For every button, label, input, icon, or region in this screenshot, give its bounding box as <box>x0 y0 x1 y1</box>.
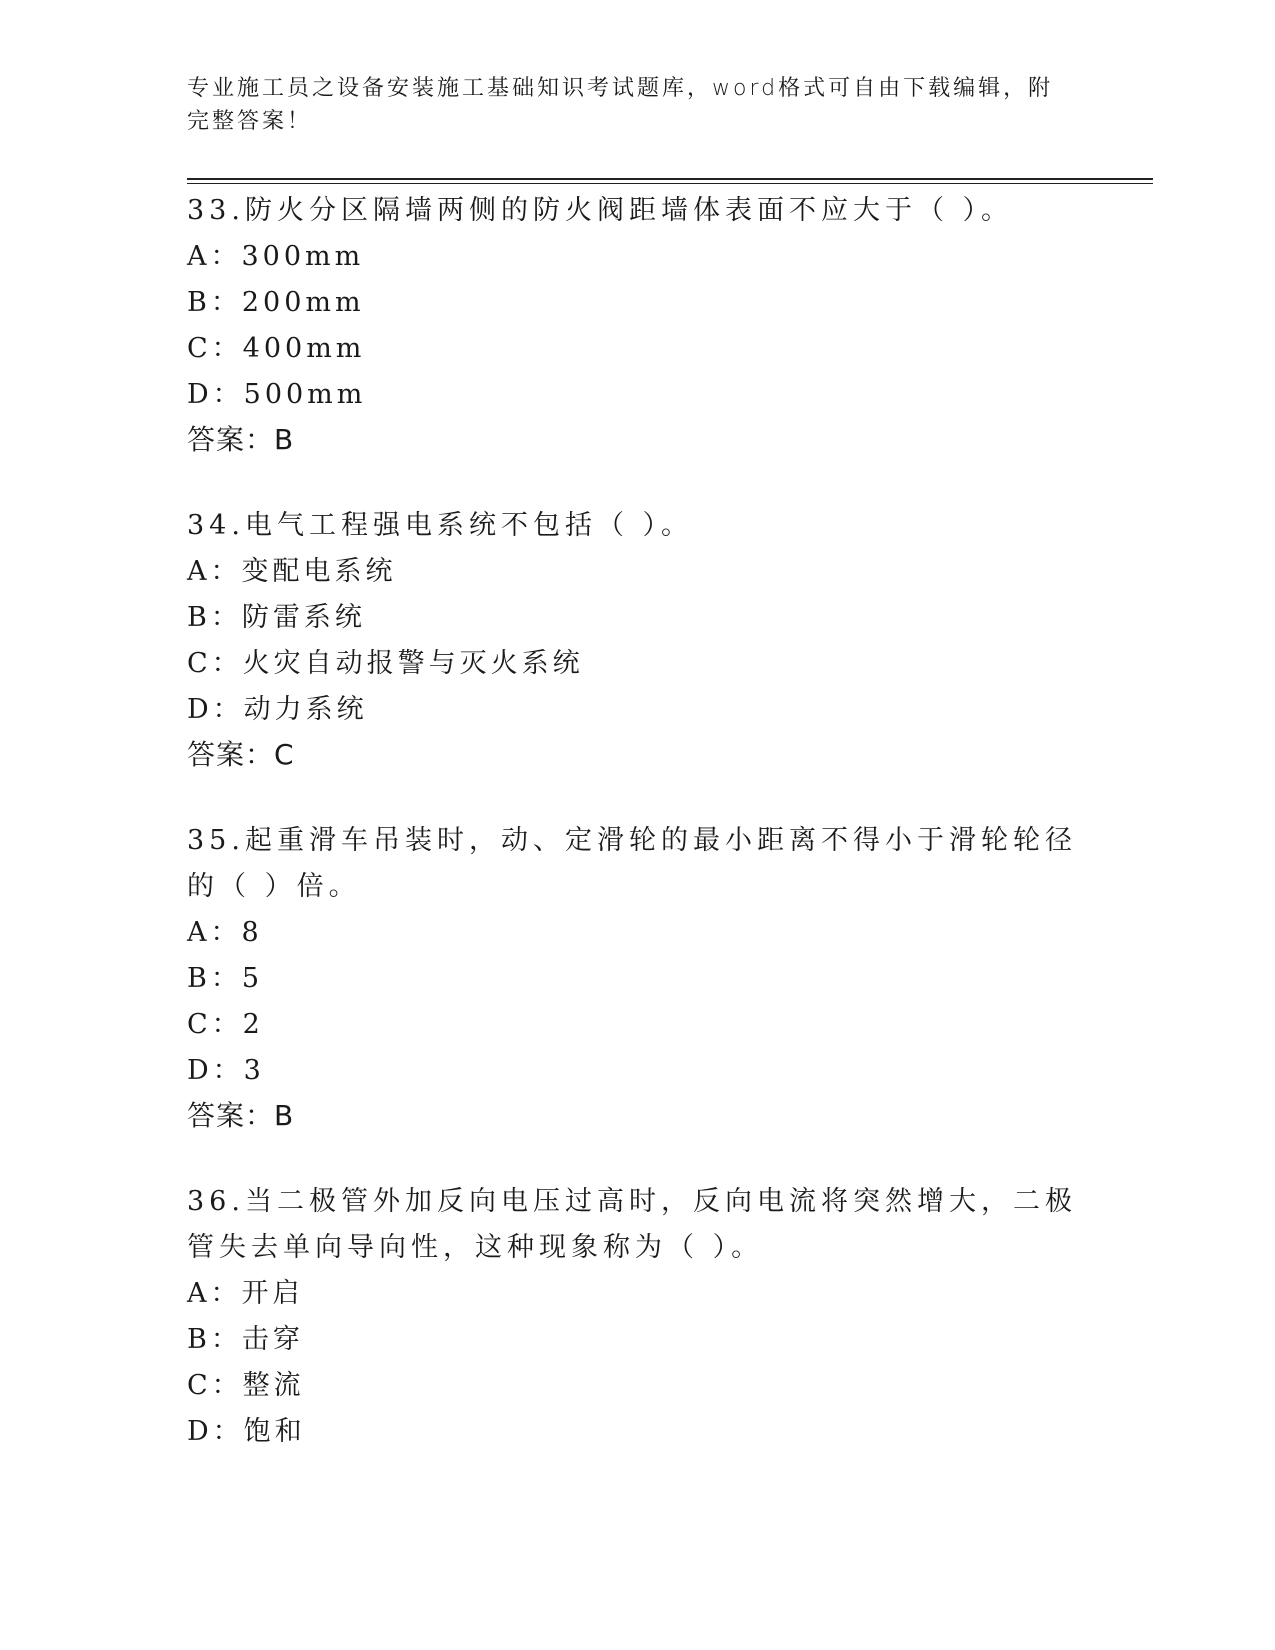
question-stem: 33.防火分区隔墙两侧的防火阀距墙体表面不应大于（ ）。 <box>187 195 1014 226</box>
answer-line: 答案：B <box>187 423 295 456</box>
option-b: B：防雷系统 <box>187 602 366 633</box>
option-d: D：动力系统 <box>187 694 368 725</box>
option-d: D：3 <box>187 1055 265 1086</box>
question-33 <box>187 188 1077 462</box>
question-35 <box>187 818 1077 1138</box>
question-stem: 36.当二极管外加反向电压过高时，反向电流将突然增大，二极管失去单向导向性，这种现象称为（ ）。 <box>187 1186 1077 1263</box>
question-34 <box>187 503 1077 777</box>
option-c: C：整流 <box>187 1370 305 1401</box>
question-36 <box>187 1179 1077 1455</box>
option-a: A：变配电系统 <box>187 556 397 587</box>
option-b: B：200mm <box>187 287 365 318</box>
option-c: C：火灾自动报警与灭火系统 <box>187 648 584 679</box>
option-c: C：2 <box>187 1009 264 1040</box>
answer-line: 答案：C <box>187 738 295 771</box>
question-stem: 35.起重滑车吊装时，动、定滑轮的最小距离不得小于滑轮轮径的（ ）倍。 <box>187 825 1077 902</box>
option-b: B：5 <box>187 963 264 994</box>
option-d: D：500mm <box>187 379 367 410</box>
document-header: 专业施工员之设备安装施工基础知识考试题库，word格式可自由下载编辑，附完整答案！ <box>187 76 1054 134</box>
question-stem: 34.电气工程强电系统不包括（ ）。 <box>187 510 694 541</box>
option-a: A：开启 <box>187 1278 304 1309</box>
option-c: C：400mm <box>187 333 366 364</box>
option-b: B：击穿 <box>187 1324 304 1355</box>
question-list <box>187 188 1077 1496</box>
answer-line: 答案：B <box>187 1099 295 1132</box>
option-a: A：8 <box>187 917 263 948</box>
option-a: A：300mm <box>187 241 365 272</box>
header-divider-thick <box>187 178 1153 180</box>
header-divider-thin <box>187 183 1153 184</box>
option-d: D：饱和 <box>187 1416 306 1447</box>
